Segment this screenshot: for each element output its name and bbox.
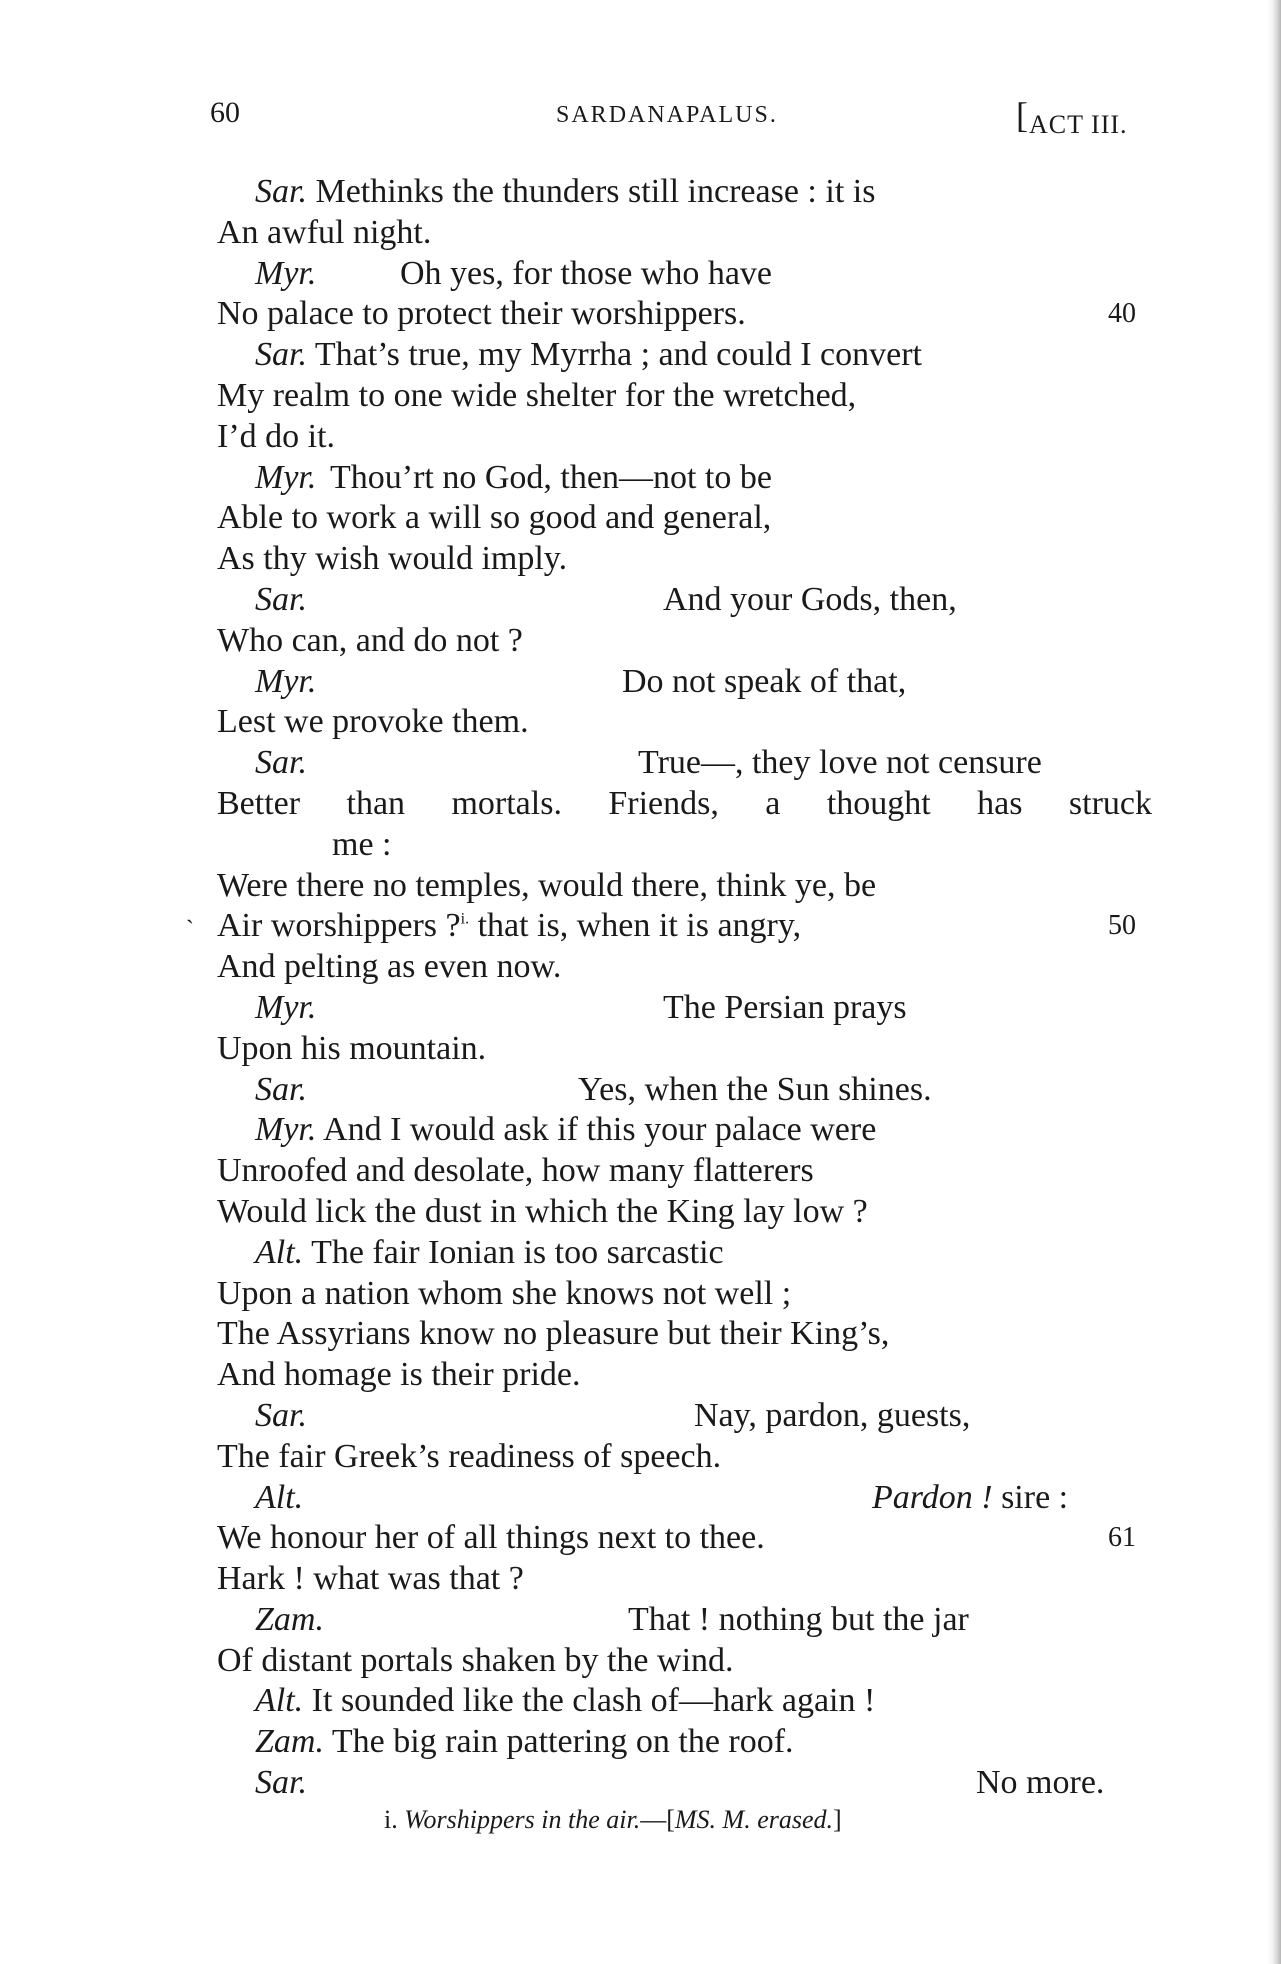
speaker-name: Myr.: [255, 662, 317, 700]
verse-line: And pelting as even now.: [217, 948, 562, 986]
verse-line: Alt. The fair Ionian is too sarcastic: [255, 1233, 724, 1271]
speaker-name: Alt.: [255, 1478, 304, 1516]
verse-line: An awful night.: [217, 213, 432, 251]
verse-line: Hark ! what was that ?: [217, 1560, 524, 1598]
verse-line: Sar. Nay, pardon, guests,: [0, 1396, 1281, 1437]
verse-line: Were there no temples, would there, think ye, be: [217, 866, 877, 904]
verse-line: No palace to protect their worshippers. 40: [0, 294, 1281, 335]
footnote: i. Worshippers in the air.—[MS. M. erased.]: [384, 1805, 842, 1834]
verse-line: Lest we provoke them.: [217, 703, 529, 741]
speaker-name: Sar.: [255, 1764, 307, 1802]
verse-line: Zam. That ! nothing but the jar: [0, 1600, 1281, 1641]
verse-line: me :: [332, 825, 392, 863]
speaker-name: Alt.: [255, 1682, 304, 1720]
verse-line: My realm to one wide shelter for the wretched,: [217, 376, 857, 414]
verse-line: Myr. And I would ask if this your palace were: [255, 1111, 877, 1149]
speaker-name: Sar.: [255, 1396, 307, 1434]
speaker-name: Myr.: [255, 254, 317, 292]
speaker-name: Myr.: [255, 1111, 317, 1149]
verse-line: Would lick the dust in which the King lay low ?: [217, 1192, 868, 1230]
verse-line: ` Air worshippers ?$^{i.}$ that is, when it is angry, 50: [0, 906, 1281, 947]
verse-line: Sar. And your Gods, then,: [0, 580, 1281, 621]
verse-line: Able to work a will so good and general,: [217, 499, 772, 537]
verse-line: The fair Greek’s readiness of speech.: [217, 1437, 722, 1475]
verse-line: Sar. That’s true, my Myrrha ; and could I convert: [255, 336, 922, 374]
speaker-name: Sar.: [255, 1070, 307, 1108]
footnote-reference: i.: [460, 911, 470, 929]
line-number: 61: [1108, 1522, 1136, 1554]
verse-line: Alt. It sounded like the clash of—hark again !: [255, 1682, 876, 1720]
verse-line: Myr. Do not speak of that,: [0, 662, 1281, 703]
act-indicator: [ACT III.: [1016, 95, 1128, 139]
running-head: [0, 95, 1281, 139]
verse-line: As thy wish would imply.: [217, 540, 568, 578]
verse-line: Unroofed and desolate, how many flatterers: [217, 1152, 814, 1190]
footnote-source: MS. M. erased.: [674, 1805, 834, 1834]
footnote-text: Worshippers in the air.: [404, 1805, 641, 1834]
verse-line: Myr. Thou’rt no God, then—not to be: [0, 458, 1281, 499]
verse-text: [0, 172, 1281, 1804]
footnote-marker: i.: [384, 1805, 398, 1834]
verse-line: The Assyrians know no pleasure but their King’s,: [217, 1315, 890, 1353]
speaker-name: Sar.: [255, 173, 307, 210]
line-number: 50: [1108, 910, 1136, 942]
verse-line: Sar. Yes, when the Sun shines.: [0, 1070, 1281, 1111]
speaker-name: Myr.: [255, 458, 317, 496]
speaker-name: Zam.: [255, 1723, 324, 1761]
verse-line: Sar. True—, they love not censure: [0, 743, 1281, 784]
verse-line: Myr. The Persian prays: [0, 988, 1281, 1029]
verse-line: Sar. Methinks the thunders still increase : it is: [255, 173, 876, 210]
speaker-name: Sar.: [255, 744, 307, 782]
speaker-name: Alt.: [255, 1233, 304, 1271]
verse-line: And homage is their pride.: [217, 1356, 581, 1394]
speaker-name: Sar.: [255, 336, 307, 374]
verse-line: Alt. Pardon ! sire :: [0, 1478, 1281, 1519]
verse-line: Zam. The big rain pattering on the roof.: [255, 1723, 794, 1761]
page-number: 60: [210, 96, 240, 129]
verse-line: Who can, and do not ?: [217, 621, 523, 659]
speaker-name: Zam.: [255, 1600, 324, 1638]
verse-line: I’d do it.: [217, 417, 336, 455]
speaker-name: Sar.: [255, 580, 307, 618]
margin-mark: `: [186, 917, 194, 944]
verse-line: Of distant portals shaken by the wind.: [217, 1641, 734, 1679]
verse-line: Myr. Oh yes, for those who have: [0, 254, 1281, 295]
verse-line: Upon his mountain.: [217, 1029, 487, 1067]
verse-line: We honour her of all things next to thee. 61: [0, 1518, 1281, 1559]
verse-line: Upon a nation whom she knows not well ;: [217, 1274, 792, 1312]
verse-line: Sar. No more.: [0, 1763, 1281, 1804]
running-title: SARDANAPALUS.: [556, 102, 778, 128]
verse-line: Better than mortals. Friends, a thought has struck: [217, 784, 1152, 822]
speaker-name: Myr.: [255, 988, 317, 1026]
line-number: 40: [1108, 298, 1136, 330]
